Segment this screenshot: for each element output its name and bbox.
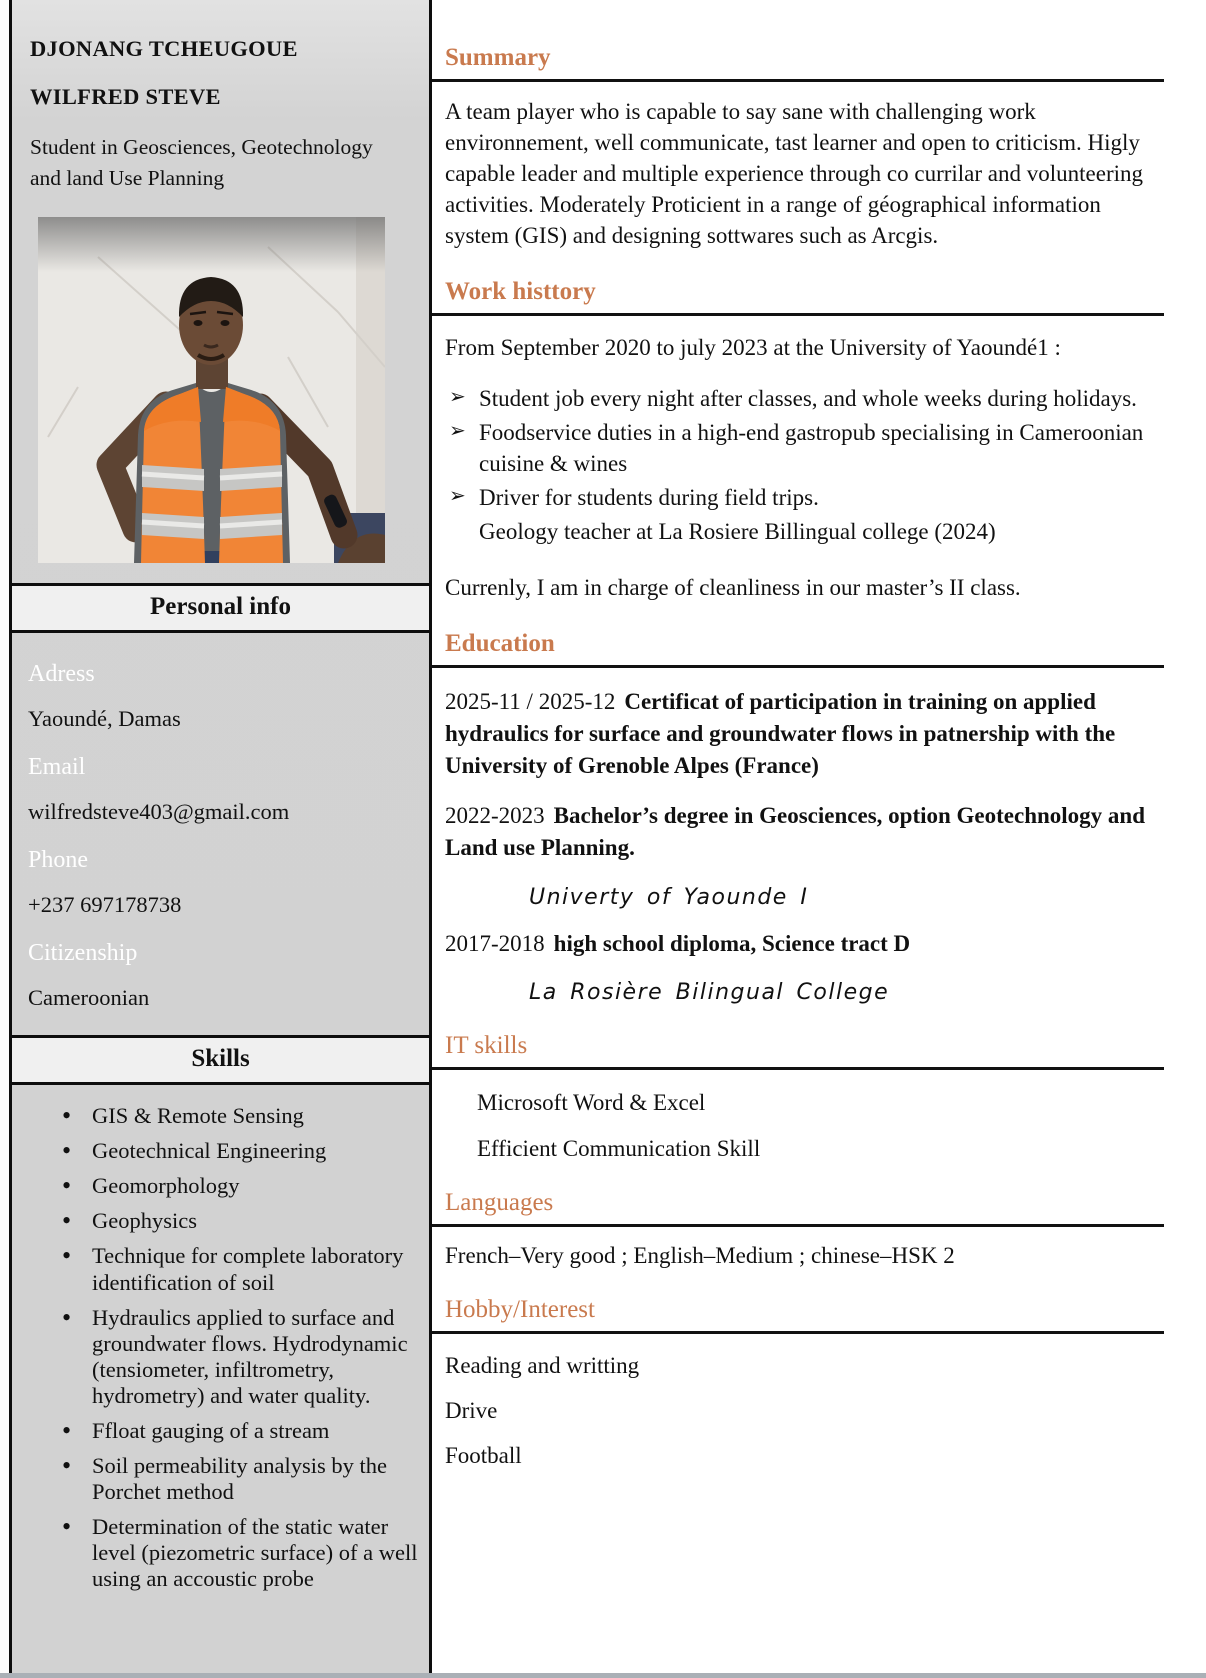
skills-list bbox=[12, 1085, 429, 1593]
it-skills-heading: IT skills bbox=[432, 1032, 1164, 1070]
skill-item: • Determination of the static water level (piezometric surface) of a well using an accoustic probe bbox=[50, 1514, 419, 1592]
citizenship-label: Citizenship bbox=[28, 940, 138, 967]
skill-item: • Geotechnical Engineering bbox=[50, 1138, 419, 1164]
work-history-section bbox=[432, 278, 1164, 602]
skill-item: • Ffloat gauging of a stream bbox=[50, 1418, 419, 1444]
sidebar bbox=[12, 0, 429, 1678]
education-entry bbox=[432, 928, 1164, 960]
skill-item: • GIS & Remote Sensing bbox=[50, 1103, 419, 1129]
page-left-margin bbox=[0, 0, 9, 1678]
hobby-item: Reading and writting bbox=[445, 1352, 640, 1378]
hobby-section bbox=[432, 1296, 1164, 1469]
name-line-1: DJONANG TCHEUGOUE bbox=[30, 36, 298, 61]
address-value: Yaoundé, Damas bbox=[28, 706, 181, 732]
hobby-item: Football bbox=[445, 1442, 522, 1468]
education-date: 2025-11 / 2025-12 bbox=[445, 688, 616, 714]
citizenship-value: Cameroonian bbox=[28, 985, 150, 1011]
hobby-item: Drive bbox=[445, 1397, 498, 1423]
name-line-2: WILFRED STEVE bbox=[30, 84, 221, 109]
summary-heading: Summary bbox=[432, 44, 1164, 82]
skill-item: • Technique for complete laboratory identification of soil bbox=[50, 1243, 419, 1295]
education-section bbox=[432, 630, 1164, 1005]
it-skill-item: Efficient Communication Skill bbox=[477, 1135, 761, 1161]
education-heading: Education bbox=[432, 630, 1164, 668]
work-intro: From September 2020 to july 2023 at the University of Yaoundé1 : bbox=[445, 335, 1061, 361]
education-school: Univerty of Yaounde I bbox=[529, 884, 809, 910]
skill-item: • Geomorphology bbox=[50, 1173, 419, 1199]
education-entry bbox=[432, 800, 1164, 864]
personal-info-heading: Personal info bbox=[12, 583, 429, 633]
skills-heading: Skills bbox=[12, 1035, 429, 1085]
professional-subtitle: Student in Geosciences, Geotechnology and land Use Planning bbox=[30, 135, 373, 190]
education-school: La Rosière Bilingual College bbox=[529, 979, 890, 1005]
education-entry bbox=[432, 686, 1164, 783]
work-bullet: ➢ Student job every night after classes, and whole weeks during holidays. bbox=[445, 383, 1164, 414]
work-extra-line: Geology teacher at La Rosiere Billingual college (2024) bbox=[479, 519, 996, 545]
hobby-heading: Hobby/Interest bbox=[432, 1296, 1164, 1334]
work-bullet: ➢ Foodservice duties in a high-end gastropub specialising in Cameroonian cuisine & wines bbox=[445, 417, 1164, 479]
email-label: Email bbox=[28, 754, 86, 781]
education-title: Certificat of participation in training on applied hydraulics for surface and groundwater flows in patnership with the University of Grenoble Alpes (France) bbox=[445, 688, 1116, 778]
work-history-heading: Work histtory bbox=[432, 278, 1164, 316]
profile-photo-illustration bbox=[38, 217, 385, 563]
main-column bbox=[432, 0, 1206, 1678]
education-title: Bachelor’s degree in Geosciences, option Geotechnology and Land use Planning. bbox=[445, 803, 1146, 861]
education-title: high school diploma, Science tract D bbox=[553, 930, 911, 956]
email-value: wilfredsteve403@gmail.com bbox=[28, 799, 290, 825]
phone-label: Phone bbox=[28, 847, 88, 874]
phone-value: +237 697178738 bbox=[28, 892, 182, 918]
languages-heading: Languages bbox=[432, 1189, 1164, 1227]
languages-section bbox=[432, 1189, 1164, 1269]
work-outro: Currenly, I am in charge of cleanliness in our master’s II class. bbox=[445, 574, 1021, 600]
education-date: 2022-2023 bbox=[445, 803, 545, 829]
it-skill-item: Microsoft Word & Excel bbox=[477, 1089, 706, 1115]
education-date: 2017-2018 bbox=[445, 930, 545, 956]
summary-body: A team player who is capable to say sane with challenging work environnement, well communicate, tast learner and open to criticism. Higly capable leader and multiple experience through co currilar and volunteering activities. Moderately Proticient in a range of géographical information system (GIS) and designing sottwares such as Arcgis. bbox=[445, 99, 1143, 249]
profile-photo bbox=[38, 217, 385, 563]
page-bottom-edge bbox=[0, 1673, 1206, 1678]
skill-item: • Soil permeability analysis by the Porchet method bbox=[50, 1453, 419, 1505]
skill-item: • Geophysics bbox=[50, 1208, 419, 1234]
work-bullet: ➢ Driver for students during field trips. bbox=[445, 482, 1164, 513]
personal-info-list bbox=[12, 633, 429, 1015]
name-block bbox=[12, 0, 429, 193]
address-label: Adress bbox=[28, 661, 95, 688]
summary-section bbox=[432, 44, 1164, 251]
it-skills-section bbox=[432, 1032, 1164, 1162]
work-bullet-list bbox=[445, 383, 1164, 513]
languages-line: French–Very good ; English–Medium ; chinese–HSK 2 bbox=[445, 1242, 955, 1268]
skill-item: • Hydraulics applied to surface and groundwater flows. Hydrodynamic (tensiometer, infiltrometry, hydrometry) and water quality. bbox=[50, 1305, 419, 1409]
